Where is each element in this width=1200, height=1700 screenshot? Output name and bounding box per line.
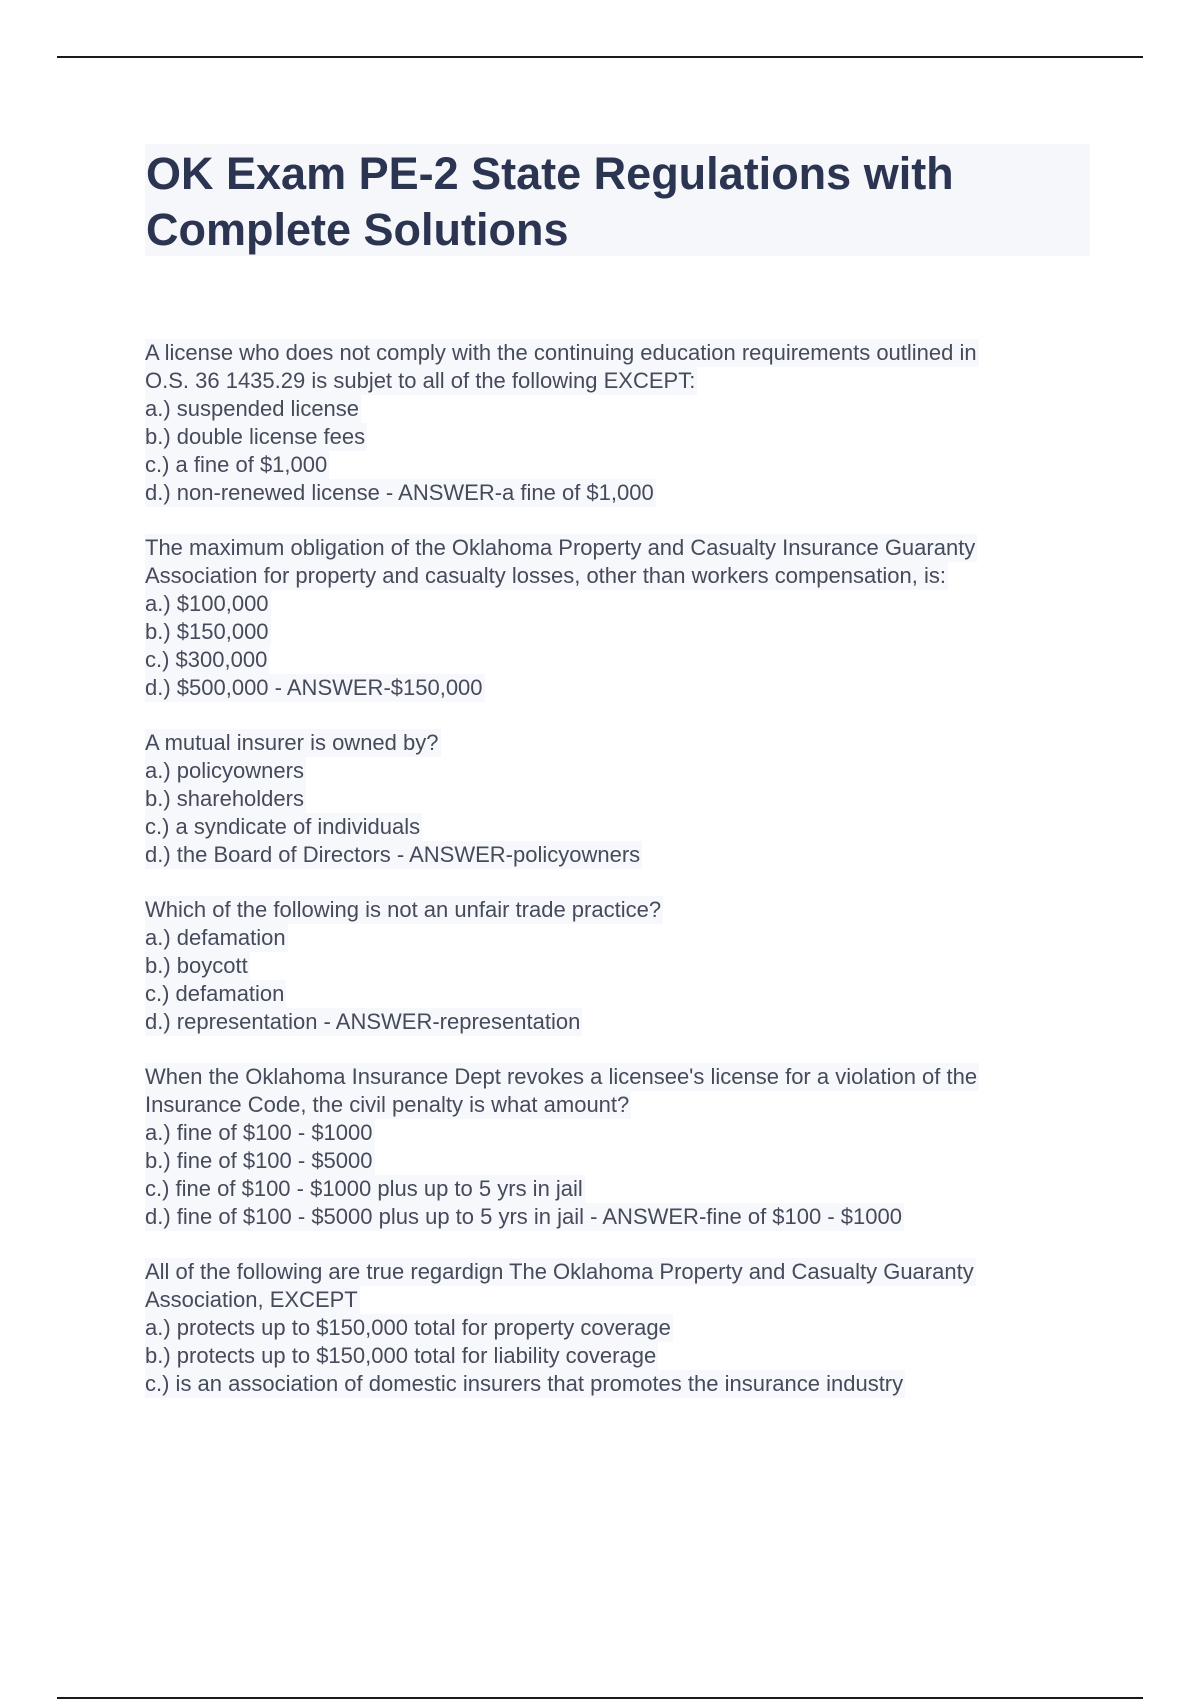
answer-option: a.) defamation — [145, 925, 286, 950]
answer-option: b.) protects up to $150,000 total for liability coverage — [145, 1343, 657, 1368]
answer-option: a.) fine of $100 - $1000 — [145, 1120, 373, 1145]
answer-option: b.) shareholders — [145, 786, 304, 811]
question-text: Association for property and casualty losses, other than workers compensation, is: — [145, 563, 946, 588]
question-block — [145, 1063, 1075, 1231]
question-text: A license who does not comply with the continuing education requirements outlined in — [145, 340, 977, 365]
question-block — [145, 1258, 1075, 1398]
title-line-1: OK Exam PE-2 State Regulations with — [146, 148, 954, 199]
answer-option: c.) a syndicate of individuals — [145, 814, 421, 839]
top-divider — [57, 56, 1143, 58]
answer-option: a.) protects up to $150,000 total for property coverage — [145, 1315, 671, 1340]
answer-option: b.) $150,000 — [145, 619, 269, 644]
answer-option: c.) a fine of $1,000 — [145, 452, 328, 477]
title-line-2: Complete Solutions — [146, 204, 569, 255]
question-block — [145, 339, 1075, 507]
question-block — [145, 896, 1075, 1036]
answer-option: b.) fine of $100 - $5000 — [145, 1148, 373, 1173]
answer-option: c.) fine of $100 - $1000 plus up to 5 yrs in jail — [145, 1176, 583, 1201]
question-text: Association, EXCEPT — [145, 1287, 358, 1312]
question-text: When the Oklahoma Insurance Dept revokes a licensee's license for a violation of the — [145, 1064, 978, 1089]
answer-option: c.) is an association of domestic insurers that promotes the insurance industry — [145, 1371, 904, 1396]
question-text: A mutual insurer is owned by? — [145, 730, 439, 755]
answer-option: a.) $100,000 — [145, 591, 269, 616]
question-block — [145, 534, 1075, 702]
answer-option: d.) fine of $100 - $5000 plus up to 5 yrs in jail - ANSWER-fine of $100 - $1000 — [145, 1204, 902, 1229]
answer-option: a.) policyowners — [145, 758, 304, 783]
page-title — [146, 146, 1086, 258]
question-text: Which of the following is not an unfair trade practice? — [145, 897, 662, 922]
answer-option: b.) boycott — [145, 953, 248, 978]
answer-option: a.) suspended license — [145, 396, 360, 421]
answer-option: d.) the Board of Directors - ANSWER-policyowners — [145, 842, 641, 867]
question-text: All of the following are true regardign The Oklahoma Property and Casualty Guaranty — [145, 1259, 974, 1284]
answer-option: d.) representation - ANSWER-representation — [145, 1009, 581, 1034]
bottom-divider — [57, 1697, 1143, 1699]
answer-option: c.) defamation — [145, 981, 285, 1006]
answer-option: d.) $500,000 - ANSWER-$150,000 — [145, 675, 483, 700]
question-text: O.S. 36 1435.29 is subjet to all of the following EXCEPT: — [145, 368, 696, 393]
answer-option: c.) $300,000 — [145, 647, 268, 672]
question-text: Insurance Code, the civil penalty is what amount? — [145, 1092, 630, 1117]
answer-option: b.) double license fees — [145, 424, 366, 449]
question-list — [145, 339, 1075, 1425]
question-text: The maximum obligation of the Oklahoma Property and Casualty Insurance Guaranty — [145, 535, 976, 560]
question-block — [145, 729, 1075, 869]
answer-option: d.) non-renewed license - ANSWER-a fine of $1,000 — [145, 480, 654, 505]
